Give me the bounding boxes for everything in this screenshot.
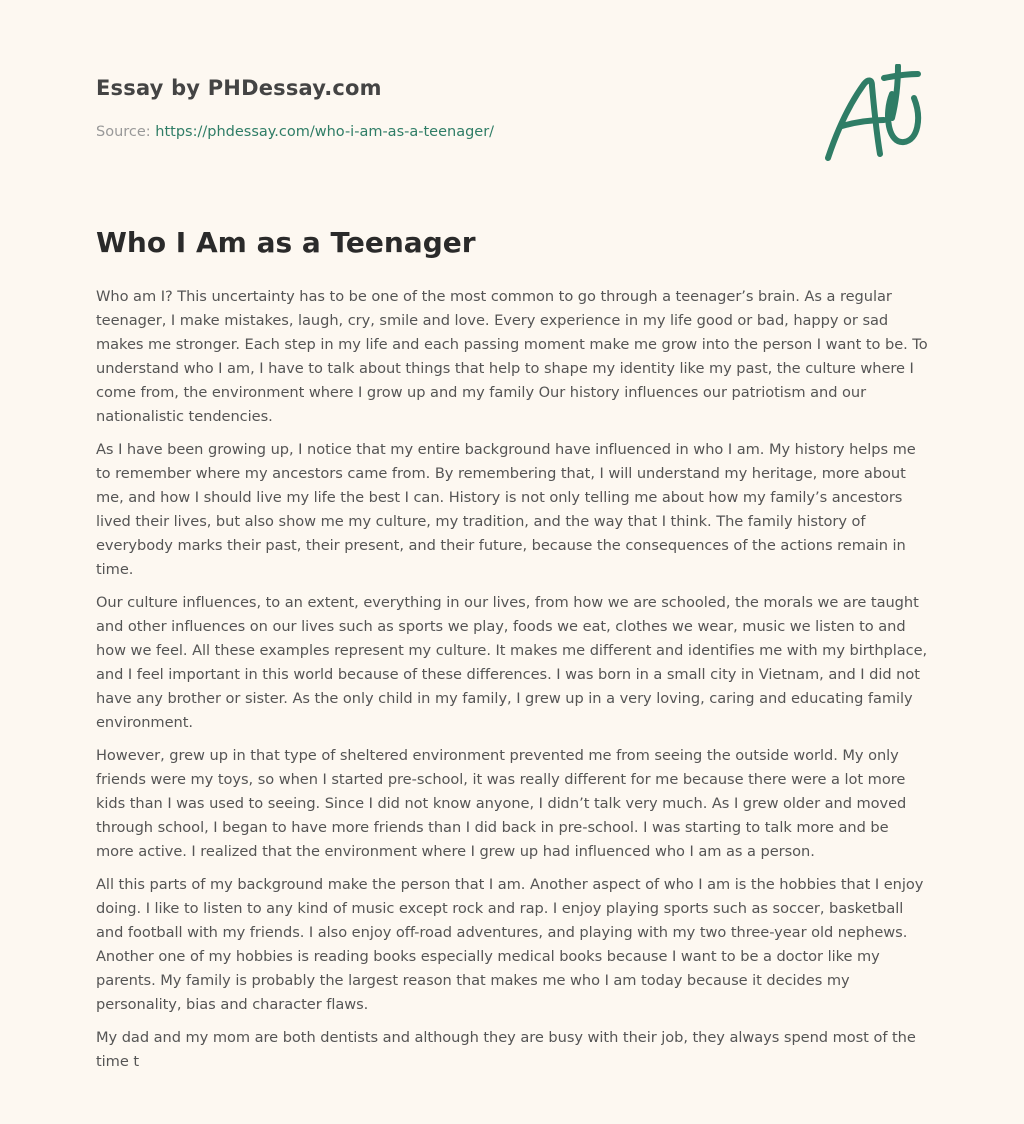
essay-paragraph: As I have been growing up, I notice that my entire background have influenced in who I am. My history helps me to remember where my ancestors came from. By remembering that, I will understand my heritage, more about me, and how I should live my life the best I can. History is not only telling me about how my family’s ancestors lived their lives, but also show me my culture, my tradition, and the way that I think. The family history of everybody marks their past, their present, and their future, because the consequences of the actions remain in time. xyxy=(96,441,916,578)
essay-paragraph: However, grew up in that type of sheltered environment prevented me from seeing the outside world. My only friends were my toys, so when I started pre-school, it was really different for me because there were a lot more kids than I was used to seeing. Since I did not know anyone, I didn’t talk very much. As I grew older and moved through school, I began to have more friends than I did back in pre-school. I was starting to talk more and be more active. I realized that the environment where I grew up had influenced who I am as a person. xyxy=(96,747,907,860)
essay-paragraph: Our culture influences, to an extent, everything in our lives, from how we are schooled, the morals we are taught and other influences on our lives such as sports we play, foods we eat, clothes we wear, music we listen to and how we feel. All these examples represent my culture. It makes me different and identifies me with my birthplace, and I feel important in this world because of these differences. I was born in a small city in Vietnam, and I did not have any brother or sister. As the only child in my family, I grew up in a very loving, caring and educating family environment. xyxy=(96,594,928,731)
essay-page xyxy=(96,0,930,1070)
page-header xyxy=(96,0,930,200)
source-label: Source: xyxy=(96,124,151,140)
essay-body xyxy=(96,285,930,1083)
source-link[interactable]: https://phdessay.com/who-i-am-as-a-teenager/ xyxy=(155,124,495,140)
essay-paragraph: My dad and my mom are both dentists and although they are busy with their job, they always spend most of the time t xyxy=(96,1029,916,1070)
a-plus-logo-icon xyxy=(822,64,926,168)
essay-paragraph: Who am I? This uncertainty has to be one of the most common to go through a teenager’s brain. As a regular teenager, I make mistakes, laugh, cry, smile and love. Every experience in my life good or bad, happy or sad makes me stronger. Each step in my life and each passing moment make me grow into the person I want to be. To understand who I am, I have to talk about things that help to shape my identity like my past, the culture where I come from, the environment where I grow up and my family Our history influences our patriotism and our nationalistic tendencies. xyxy=(96,288,928,425)
essay-paragraph: All this parts of my background make the person that I am. Another aspect of who I am is the hobbies that I enjoy doing. I like to listen to any kind of music except rock and rap. I enjoy playing sports such as soccer, basketball and football with my friends. I also enjoy off-road adventures, and playing with my two three-year old nephews. Another one of my hobbies is reading books especially medical books because I want to be a doctor like my parents. My family is probably the largest reason that makes me who I am today because it decides my personality, bias and character flaws. xyxy=(96,876,924,1013)
source-line xyxy=(96,124,494,140)
essay-title: Who I Am as a Teenager xyxy=(96,226,476,259)
site-brand: Essay by PHDessay.com xyxy=(96,76,382,100)
